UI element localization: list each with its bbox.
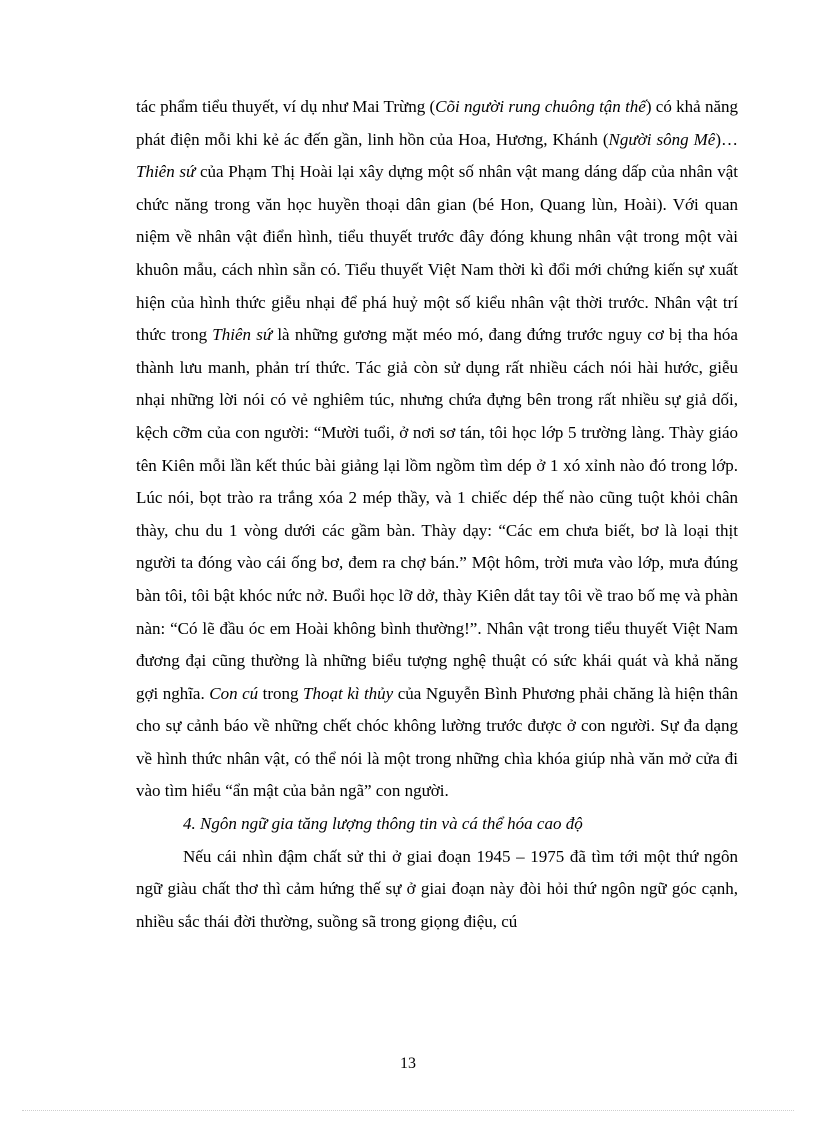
page-number: 13 — [400, 1055, 416, 1072]
text-run: của Phạm Thị Hoài lại xây dựng một số nhân vật mang dáng dấp của nhân vật chức năng trong văn học huyền thoại dân gian (bé Hon, Quang lùn, Hoài). Với quan niệm về nhân vật điển hình, tiểu thuyết trước đây đóng khung nhân vật trong một vài khuôn mẫu, cách nhìn sẵn có. Tiểu thuyết Việt Nam thời kì đổi mới chứng kiến sự xuất hiện của hình thức giễu nhại để phá huỷ một số kiểu nhân vật thời trước. Nhân vật trí thức trong — [136, 162, 738, 345]
text-run: của Nguyễn Bình Phương phải chăng là hiện thân cho sự cảnh báo về những chết chóc không lường trước được ở con người. Sự đa dạng về hình thức nhân vật, có thể nói là một trong những chìa khóa giúp nhà văn mở cửa đi vào tìm hiểu “ẩn mật của bản ngã” con người. — [136, 683, 739, 801]
book-title-nguoi-song-me: Người sông Mê — [608, 129, 716, 149]
paragraph-continued — [136, 91, 738, 808]
text-run: ) có khả năng phát điện mỗi khi kẻ ác đến gần, linh hồn của Hoa, Hương, Khánh ( — [136, 97, 738, 149]
section-heading: 4. Ngôn ngữ gia tăng lượng thông tin và cá thể hóa cao độ — [183, 814, 583, 834]
text-run: tác phẩm tiểu thuyết, ví dụ như Mai Trừng ( — [136, 97, 436, 116]
book-title-coi-nguoi-rung-chuong-tan-the: Cõi người rung chuông tận thế — [435, 97, 646, 116]
book-title-thoat-ki-thuy: Thoạt kì thủy — [303, 683, 394, 703]
text-run: là những gương mặt méo mó, đang đứng trước nguy cơ bị tha hóa thành lưu manh, phản trí thức. Tác giả còn sử dụng rất nhiều cách nói hài hước, giễu nhại những lời nói có vẻ nghiêm túc, nhưng chứa đựng bên trong rất nhiều sự giả dối, kệch cỡm của con người: “Mười tuổi, ở nơi sơ tán, tôi học lớp 5 trường làng. Thày giáo tên Kiên mỗi lần kết thúc bài giảng lại lồm ngồm tìm dép ở 1 xó xỉnh nào đó trong lớp. Lúc nói, bọt trào ra trắng xóa 2 mép thầy, và 1 chiếc dép thế nào cũng tuột khỏi chân thày, chu du 1 vòng dưới các gầm bàn. Thày dạy: “Các em chưa biết, bơ là loại thịt người ta đóng vào cái ống bơ, đem ra chợ bán.” Một hôm, trời mưa vào lớp, mưa đúng bàn tôi, tôi bật khóc nức nở. Buổi học lỡ dở, thày Kiên dắt tay tôi về trao bố mẹ và phàn nàn: “Có lẽ đầu óc em Hoài không bình thường!”. Nhân vật trong tiểu thuyết Việt Nam đương đại cũng thường là những biểu tượng nghệ thuật có sức khái quát và khả năng gợi nghĩa. — [136, 325, 738, 703]
body-text — [136, 91, 738, 938]
text-run: trong — [258, 683, 304, 703]
text-run: )… — [715, 129, 738, 149]
paragraph: Nếu cái nhìn đậm chất sử thi ở giai đoạn 1945 – 1975 đã tìm tới một thứ ngôn ngữ giàu chất thơ thì cảm hứng thế sự ở giai đoạn này đòi hỏi thứ ngôn ngữ góc cạnh, nhiều sắc thái đời thường, suồng sã trong giọng điệu, cú — [136, 846, 738, 931]
book-title-thien-su: Thiên sứ — [136, 162, 196, 182]
book-title-thien-su: Thiên sứ — [212, 325, 273, 345]
page-bottom-border — [22, 1110, 794, 1111]
book-title-con-cu: Con cú — [209, 683, 259, 703]
